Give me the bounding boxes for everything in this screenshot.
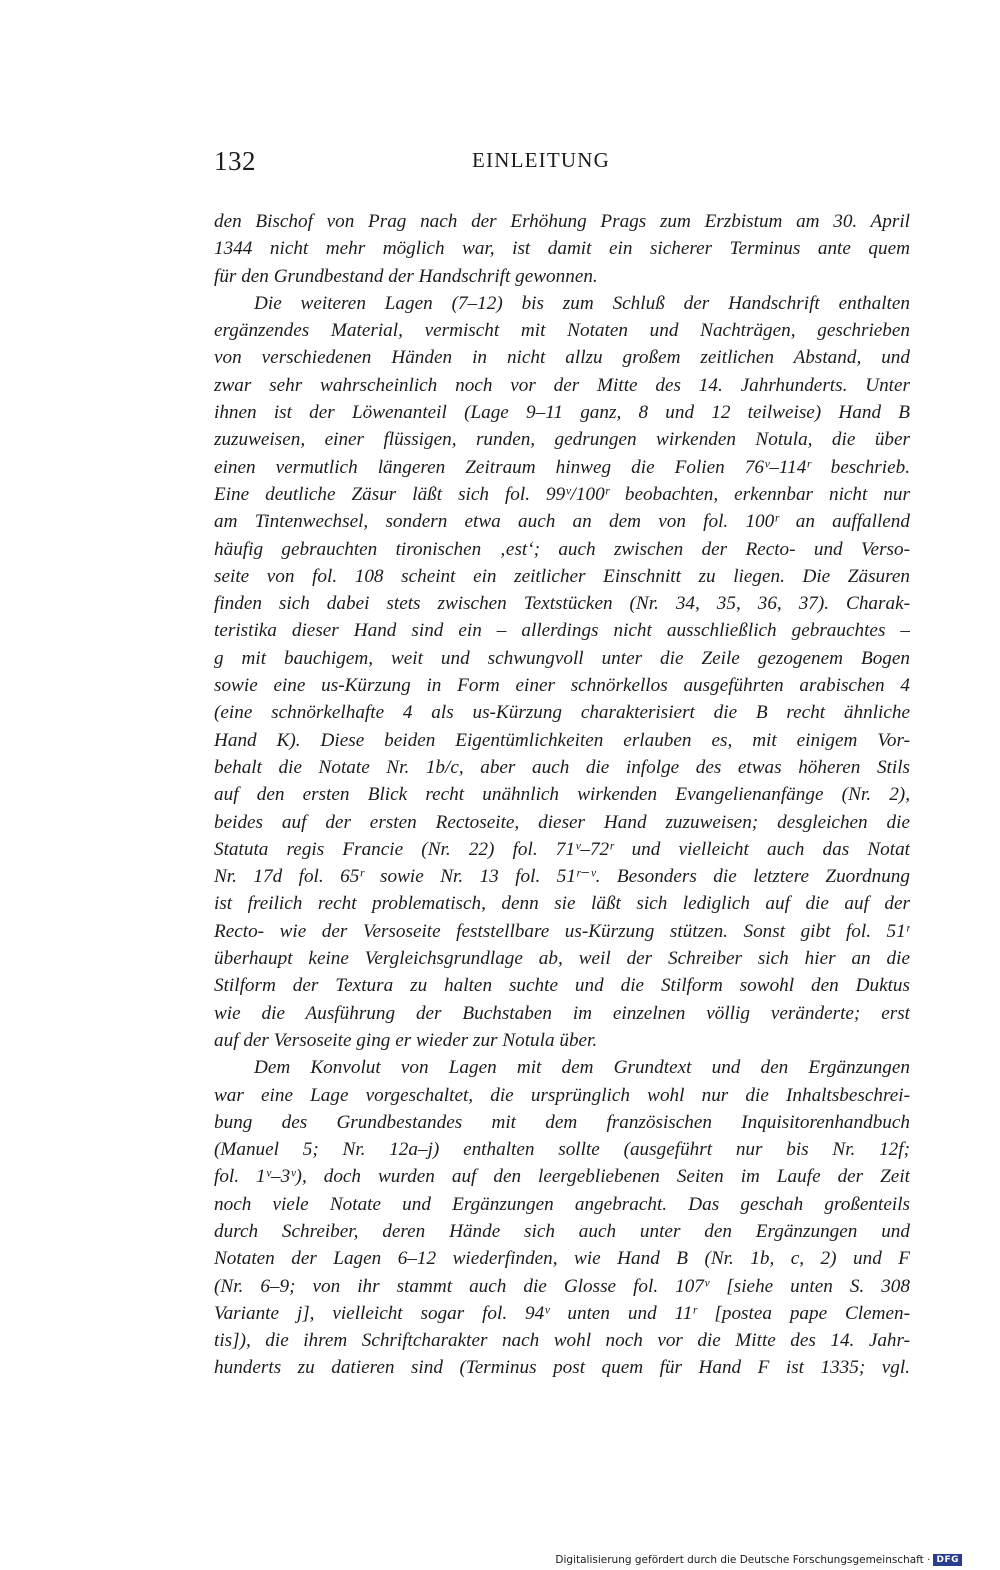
digitization-note: Digitalisierung gefördert durch die Deutsche Forschungsgemeinschaft · <box>555 1554 931 1566</box>
text-line: überhaupt keine Vergleichsgrundlage ab, weil der Schreiber sich hier an die <box>214 948 910 970</box>
text-line: auf der Versoseite ging er wieder zur Notula über. <box>214 1029 598 1051</box>
text-line: am Tintenwechsel, sondern etwa auch an dem von fol. 100ʳ an auffallend <box>214 511 910 533</box>
text-line: bung des Grundbestandes mit dem französischen Inquisitorenhandbuch <box>214 1111 910 1133</box>
text-line: Stilform der Textura zu halten suchte und die Stilform sowohl den Duktus <box>214 975 910 997</box>
text-line: ist freilich recht problematisch, denn sie läßt sich lediglich auf die auf der <box>214 893 910 915</box>
text-line: einen vermutlich längeren Zeitraum hinweg die Folien 76ᵛ–114ʳ beschrieb. <box>214 456 910 478</box>
text-line: (Manuel 5; Nr. 12a–j) enthalten sollte (ausgeführt nur bis Nr. 12f; <box>214 1139 910 1161</box>
text-line: von verschiedenen Händen in nicht allzu großem zeitlichen Abstand, und <box>214 347 910 369</box>
text-line: Die weiteren Lagen (7–12) bis zum Schluß der Handschrift enthalten <box>254 292 910 314</box>
body-text <box>214 208 910 1382</box>
text-line: (eine schnörkelhafte 4 als us-Kürzung charakterisiert die B recht ähnliche <box>214 702 910 724</box>
text-line: Notaten der Lagen 6–12 wiederfinden, wie Hand B (Nr. 1b, c, 2) und F <box>214 1248 910 1270</box>
running-head: EINLEITUNG <box>472 148 610 172</box>
text-line: Variante j], vielleicht sogar fol. 94ᵛ unten und 11ʳ [postea pape Clemen- <box>214 1302 910 1324</box>
text-line: durch Schreiber, deren Hände sich auch unter den Ergänzungen und <box>214 1220 910 1242</box>
text-line: g mit bauchigem, weit und schwungvoll unter die Zeile gezogenem Bogen <box>214 647 910 669</box>
dfg-logo: DFG <box>933 1554 962 1566</box>
text-line: behalt die Notate Nr. 1b/c, aber auch die infolge des etwas höheren Stils <box>214 756 910 778</box>
text-line: hunderts zu datieren sind (Terminus post quem für Hand F ist 1335; vgl. <box>214 1357 910 1379</box>
text-line: seite von fol. 108 scheint ein zeitlicher Einschnitt zu liegen. Die Zäsuren <box>214 565 910 587</box>
text-line: beides auf der ersten Rectoseite, dieser Hand zuzuweisen; desgleichen die <box>214 811 910 833</box>
text-line: Nr. 17d fol. 65ʳ sowie Nr. 13 fol. 51ʳ⁻ᵛ. Besonders die letztere Zuordnung <box>214 866 910 888</box>
text-line: (Nr. 6–9; von ihr stammt auch die Glosse fol. 107ᵛ [siehe unten S. 308 <box>214 1275 910 1297</box>
text-line: auf den ersten Blick recht unähnlich wirkenden Evangelienanfänge (Nr. 2), <box>214 784 910 806</box>
text-line: ihnen ist der Löwenanteil (Lage 9–11 ganz, 8 und 12 teilweise) Hand B <box>214 402 910 424</box>
text-line: 1344 nicht mehr möglich war, ist damit ein sicherer Terminus ante quem <box>214 238 910 260</box>
text-line: zwar sehr wahrscheinlich noch vor der Mitte des 14. Jahrhunderts. Unter <box>214 374 910 396</box>
text-line: wie die Ausführung der Buchstaben im einzelnen völlig veränderte; erst <box>214 1002 910 1024</box>
text-line: Hand K). Diese beiden Eigentümlichkeiten erlauben es, mit einigem Vor- <box>214 729 910 751</box>
text-line: tis]), die ihrem Schriftcharakter nach wohl noch vor die Mitte des 14. Jahr- <box>214 1330 910 1352</box>
text-line: fol. 1ᵛ–3ᵛ), doch wurden auf den leergebliebenen Seiten im Laufe der Zeit <box>214 1166 910 1188</box>
text-line: für den Grundbestand der Handschrift gewonnen. <box>214 265 598 287</box>
text-line: Eine deutliche Zäsur läßt sich fol. 99ᵛ/100ʳ beobachten, erkennbar nicht nur <box>214 483 910 505</box>
text-line: zuzuweisen, einer flüssigen, runden, gedrungen wirkenden Notula, die über <box>214 429 910 451</box>
text-line: teristika dieser Hand sind ein – allerdings nicht ausschließlich gebrauchtes – <box>214 620 910 642</box>
text-line: Recto- wie der Versoseite feststellbare us-Kürzung stützen. Sonst gibt fol. 51ʳ <box>214 920 910 942</box>
page-number: 132 <box>214 146 256 176</box>
text-line: Dem Konvolut von Lagen mit dem Grundtext und den Ergänzungen <box>254 1057 910 1079</box>
text-line: sowie eine us-Kürzung in Form einer schnörkellos ausgeführten arabischen 4 <box>214 675 910 697</box>
digitization-footer <box>555 1554 962 1566</box>
text-line: noch viele Notate und Ergänzungen angebracht. Das geschah großenteils <box>214 1193 910 1215</box>
text-line: ergänzendes Material, vermischt mit Notaten und Nachträgen, geschrieben <box>214 320 910 342</box>
text-line: war eine Lage vorgeschaltet, die ursprünglich wohl nur die Inhaltsbeschrei- <box>214 1084 910 1106</box>
text-line: finden sich dabei stets zwischen Textstücken (Nr. 34, 35, 36, 37). Charak- <box>214 593 910 615</box>
text-line: häufig gebrauchten tironischen ‚est‘; auch zwischen der Recto- und Verso- <box>214 538 910 560</box>
text-line: den Bischof von Prag nach der Erhöhung Prags zum Erzbistum am 30. April <box>214 211 910 232</box>
text-line: Statuta regis Francie (Nr. 22) fol. 71ᵛ–72ʳ und vielleicht auch das Notat <box>214 838 910 860</box>
